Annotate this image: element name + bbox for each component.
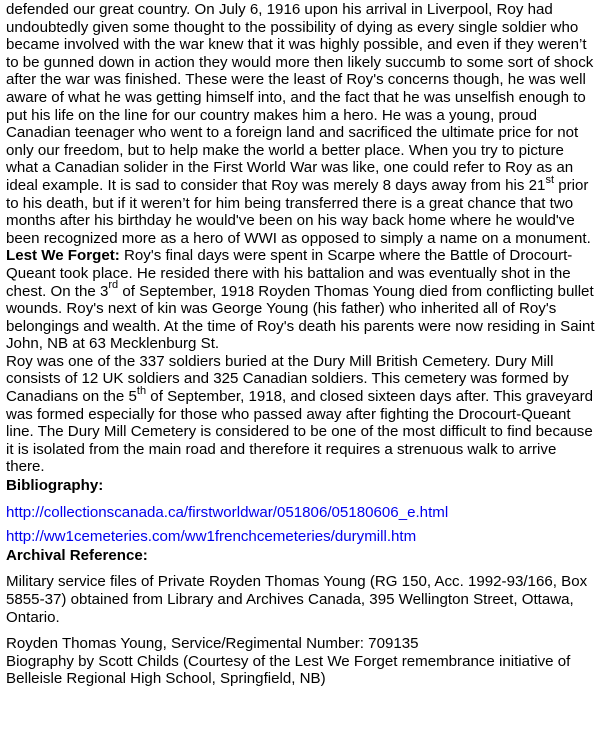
ordinal-suffix-th: th xyxy=(136,385,147,398)
paragraph-lest-we-forget xyxy=(6,247,596,353)
bibliography-heading: Bibliography: xyxy=(6,477,104,495)
paragraph-cemetery-text-2: of September, 1918, and closed sixteen days after. This graveyard was formed especially for those who passed away after fighting the Drocourt-Queant line. The Dury Mill Cemetery is considered to be one of the most difficult to find because it is isolated from the main road and therefore it requires a strenuous walk to arrive there. xyxy=(6,388,594,476)
lest-we-forget-heading: Lest We Forget: xyxy=(6,247,120,265)
paragraph-cemetery-text-1: Roy was one of the 337 soldiers buried at the Dury Mill British Cemetery. Dury Mill consists of 12 UK soldiers and 325 Canadian soldiers. This cemetery was formed by Canadians on the 5 xyxy=(6,352,569,406)
archival-reference-heading: Archival Reference: xyxy=(6,546,148,564)
biography-credit-line: Biography by Scott Childs (Courtesy of the Lest We Forget remembrance initiative of Belleisle Regional High School, Springfield, NB) xyxy=(6,652,571,688)
archival-reference-text: Military service files of Private Royden Thomas Young (RG 150, Acc. 1992-93/166, Box 5855-37) obtained from Library and Archives Canada, 395 Wellington Street, Ottawa, Ontario. xyxy=(6,573,588,626)
bibliography-link-ww1cemeteries[interactable]: http://ww1cemeteries.com/ww1frenchcemeteries/durymill.htm xyxy=(6,528,417,546)
paragraph-arrival-text-1: defended our great country. On July 6, 1916 upon his arrival in Liverpool, Roy had undoubtedly given some thought to the possibility of dying as every single soldier who became involved with the war knew that it was highly possible, and even if they weren’t to be gunned down in action they would more then likely succumb to some sort of shock after the war was finished. These were the least of Roy's concerns though, he was well aware of what he was getting himself into, and the fact that he was unselfish enough to put his life on the line for our country makes him a hero. He was a young, proud Canadian teenager who went to a foreign land and sacrificed the ultimate price for not only our freedom, but to help make the world a better place. When you try to picture what a Canadian solider in the First World War was like, one could refer to Roy as an ideal example. It is sad to consider that Roy was merely 8 days away from his 21 xyxy=(6,1,594,194)
bibliography-entry xyxy=(6,528,596,546)
bibliography-link-collectionscanada[interactable]: http://collectionscanada.ca/firstworldwar/051806/05180606_e.html xyxy=(6,503,449,521)
paragraph-lest-we-forget-text-1: Roy's final days were spent in Scarpe where the Battle of Drocourt-Queant took place. He resided there with his battalion and was eventually shot in the chest. On the 3 xyxy=(6,247,573,300)
paragraph-lest-we-forget-text-2: of September, 1918 Royden Thomas Young died from conflicting bullet wounds. Roy's next of kin was George Young (his father) who inherited all of Roy's belongings and wealth. At the time of Roy's death his parents were now residing in Saint John, NB at 63 Mecklenburg St. xyxy=(6,282,595,353)
service-number-line: Royden Thomas Young, Service/Regimental Number: 709135 xyxy=(6,635,419,653)
ordinal-suffix-rd: rd xyxy=(108,279,119,292)
bibliography-entry xyxy=(6,504,596,522)
paragraph-arrival-text-2: prior to his death, but if it weren’t for him being transferred there is a great chance that two months after his birthday he would've been on his way back home where he would've been recognized more as a hero of WWI as opposed to simply a name on a monument. xyxy=(6,176,591,247)
paragraph-arrival xyxy=(6,1,596,247)
paragraph-cemetery xyxy=(6,353,596,476)
ordinal-suffix-st: st xyxy=(545,173,554,186)
